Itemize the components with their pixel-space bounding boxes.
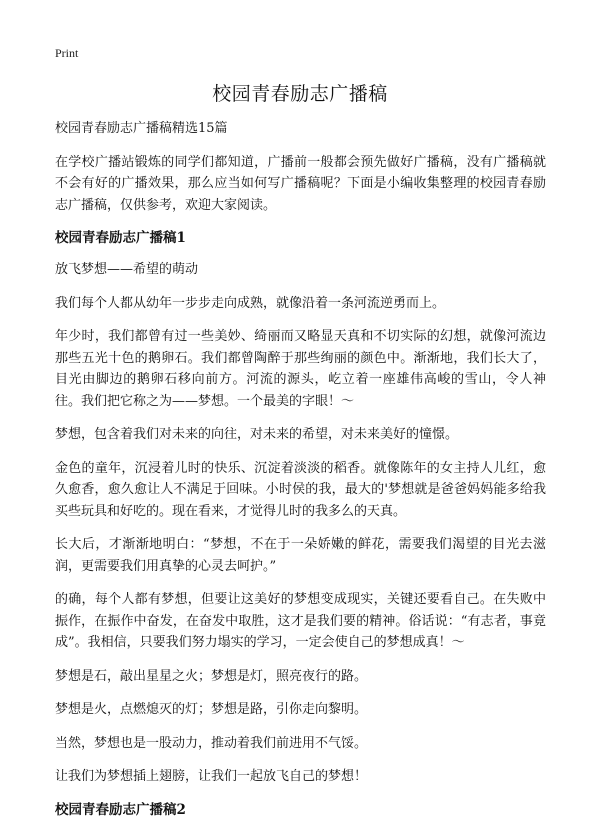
section1-paragraph: 当然，梦想也是一股动力，推动着我们前进用不气馁。 (55, 735, 368, 751)
section1-paragraph: 梦想，包含着我们对未来的向往，对未来的希望，对未来美好的憧憬。 (55, 427, 459, 442)
section-heading-1: 校园青春励志广播稿1 (55, 230, 186, 246)
section1-paragraph: 我们每个人都从幼年一步步走向成熟，就像沿着一条河流逆勇而上。 (55, 295, 446, 311)
section1-paragraph: 年少时，我们都曾有过一些美妙、绮丽而又略显天真和不切实际的幻想，就像河流边那些五光十色的鹅卵石。我们都曾陶醉于那些绚丽的颜色中。渐渐地，我们长大了，目光由脚边的鹅卵石移向前方。河流的源头，屹立着一座雄伟高峻的雪山，令人神往。我们把它称之为——梦想。一个最美的字眼！～ (55, 329, 546, 409)
intro-subtitle: 校园青春励志广播稿精选15篇 (55, 121, 228, 136)
section1-paragraph: 金色的童年，沉浸着儿时的快乐、沉淀着淡淡的稻香。就像陈年的女主持人儿红，愈久愈香，愈久愈让人不满足于回味。小时侯的我，最大的'梦想就是爸爸妈妈能多给我买些玩具和好吃的。现在看来，才觉得儿时的我多么的天真。 (55, 460, 546, 519)
section1-paragraph: 梦想是石，敲出星星之火；梦想是灯，照亮夜行的路。 (55, 668, 368, 684)
section1-paragraph: 的确，每个人都有梦想，但要让这美好的梦想变成现实，关键还要看自己。在失败中振作，在振作中奋发，在奋发中取胜，这才是我们要的精神。俗话说：“有志者，事竟成”。我相信，只要我们努力塌实的学习，一定会使自己的梦想成真！～ (55, 592, 546, 650)
section1-paragraph: 梦想是火，点燃熄灭的灯；梦想是路，引你走向黎明。 (55, 702, 368, 717)
print-link[interactable]: Print (55, 46, 79, 60)
section1-paragraph: 让我们为梦想插上翅膀，让我们一起放飞自己的梦想！ (55, 769, 368, 784)
article-body (55, 118, 546, 831)
section1-paragraph: 放飞梦想——希望的萌动 (55, 262, 199, 277)
section-heading-2: 校园青春励志广播稿2 (55, 801, 186, 818)
section1-paragraph: 长大后，才渐渐地明白：“梦想，不在于一朵娇嫩的鲜花，需要我们渴望的目光去滋润，更需要我们用真挚的心灵去呵护。” (55, 537, 546, 574)
page-title: 校园青春励志广播稿 (212, 83, 388, 105)
intro-paragraph: 在学校广播站锻炼的同学们都知道，广播前一般都会预先做好广播稿，没有广播稿就不会有好的广播效果，那么应当如何写广播稿呢？下面是小编收集整理的校园青春励志广播稿，仅供参考，欢迎大家阅读。 (55, 154, 546, 213)
